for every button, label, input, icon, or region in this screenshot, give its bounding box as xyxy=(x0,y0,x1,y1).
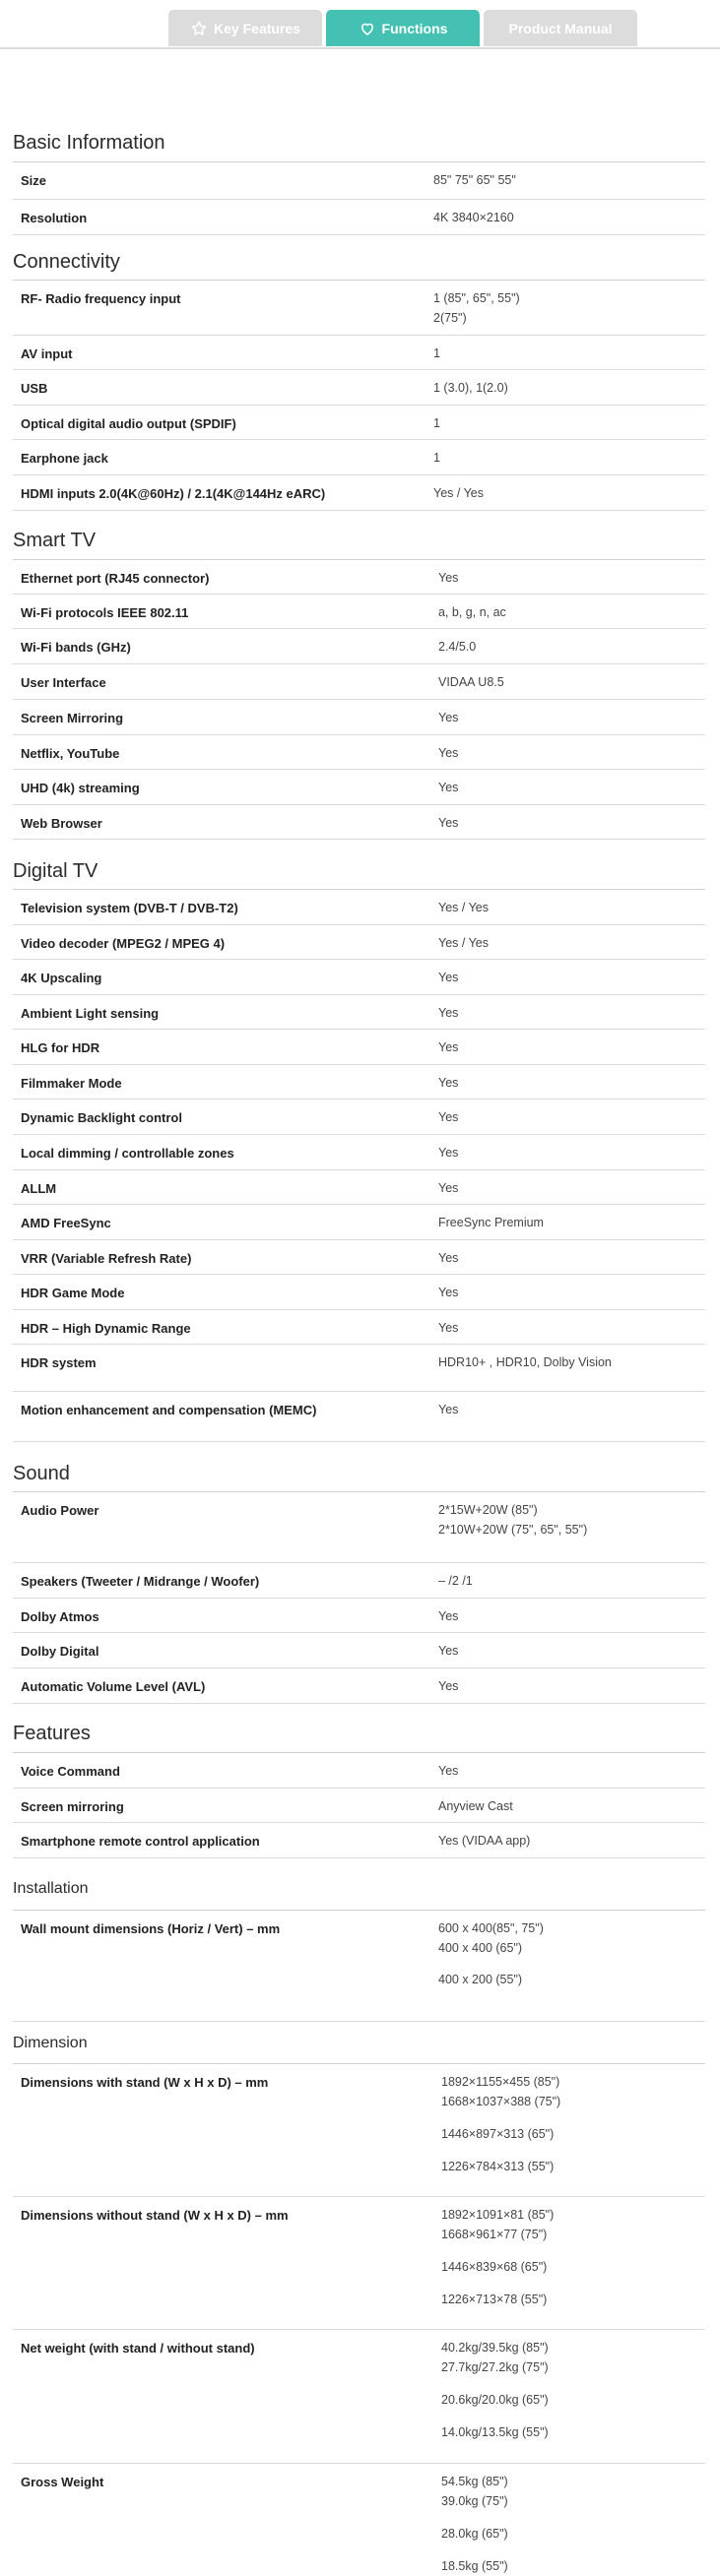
spec-value-line: 40.2kg/39.5kg (85") xyxy=(441,2341,549,2355)
spec-value-line: 1 (85", 65", 55") xyxy=(433,291,520,305)
spec-value-line: 600 x 400(85", 75") xyxy=(438,1921,544,1935)
spec-label: Netflix, YouTube xyxy=(21,746,120,761)
spec-value xyxy=(438,708,458,727)
spec-label: Ethernet port (RJ45 connector) xyxy=(21,571,210,586)
spec-value-line: 1226×713×78 (55") xyxy=(441,2293,548,2306)
spec-label: Net weight (with stand / without stand) xyxy=(21,2341,255,2356)
spec-value xyxy=(438,898,489,917)
row-divider xyxy=(13,699,705,700)
spec-value-line: 54.5kg (85") xyxy=(441,2475,508,2488)
spec-value-line: Yes xyxy=(438,971,459,984)
spec-value-line: VIDAA U8.5 xyxy=(438,675,504,689)
spec-value xyxy=(438,1037,458,1057)
spec-value-line: Yes xyxy=(438,1644,459,1658)
section-divider xyxy=(13,161,705,162)
section-divider xyxy=(13,2063,705,2064)
spec-label: HDMI inputs 2.0(4K@60Hz) / 2.1(4K@144Hz eARC) xyxy=(21,486,326,501)
spec-value-line: 85" 75" 65" 55" xyxy=(433,173,516,187)
row-divider xyxy=(13,1029,705,1030)
spec-value-line: Yes xyxy=(438,1764,459,1778)
spec-value xyxy=(438,778,458,797)
spec-value-line: Yes xyxy=(438,1146,459,1160)
spec-label: HDR – High Dynamic Range xyxy=(21,1321,191,1336)
spec-label: Gross Weight xyxy=(21,2475,104,2489)
section-title-features: Features xyxy=(13,1723,91,1744)
spec-value-line: Yes xyxy=(438,781,459,794)
tabs-bar xyxy=(0,0,720,49)
spec-value-line: 2.4/5.0 xyxy=(438,640,477,654)
spec-value-line: Yes xyxy=(438,1251,459,1265)
spec-value-line: 1668×1037×388 (75") xyxy=(441,2095,561,2108)
spec-value xyxy=(438,1641,458,1661)
row-divider xyxy=(13,1064,705,1065)
row-divider xyxy=(13,839,705,840)
spec-value-line: Yes xyxy=(438,1110,459,1124)
spec-value xyxy=(438,1761,458,1781)
spec-value xyxy=(433,413,440,433)
section-divider xyxy=(13,1491,705,1492)
spec-label: HDR system xyxy=(21,1355,97,1370)
row-divider xyxy=(13,1562,705,1563)
section-title-sound: Sound xyxy=(13,1463,70,1484)
spec-value xyxy=(438,1318,458,1338)
spec-value xyxy=(438,1606,458,1626)
spec-value-line: 18.5kg (55") xyxy=(441,2559,508,2573)
spec-value-line: Yes / Yes xyxy=(438,901,489,914)
spec-value-line: 2*10W+20W (75", 65", 55") xyxy=(438,1523,588,1537)
spec-value xyxy=(438,1283,458,1302)
spec-value xyxy=(433,208,514,227)
heart-icon xyxy=(359,20,376,37)
spec-label: Audio Power xyxy=(21,1503,99,1518)
spec-value xyxy=(438,1248,458,1268)
spec-label: Dolby Atmos xyxy=(21,1609,99,1624)
spec-value xyxy=(433,344,440,363)
section-title-smart-tv: Smart TV xyxy=(13,530,97,551)
row-divider xyxy=(13,1632,705,1633)
spec-value-line: 400 x 200 (55") xyxy=(438,1973,523,1986)
spec-label: Wall mount dimensions (Horiz / Vert) – mm xyxy=(21,1921,281,1936)
section-title-dimension: Dimension xyxy=(13,2035,88,2051)
spec-label: Dolby Digital xyxy=(21,1644,99,1659)
spec-label: HDR Game Mode xyxy=(21,1286,125,1300)
spec-value-line: Yes xyxy=(438,711,459,724)
spec-value xyxy=(438,968,458,987)
spec-value xyxy=(438,1831,530,1851)
spec-label: HLG for HDR xyxy=(21,1040,100,1055)
spec-label: VRR (Variable Refresh Rate) xyxy=(21,1251,192,1266)
row-divider xyxy=(13,405,705,406)
spec-value-line: 1 xyxy=(433,416,440,430)
row-divider xyxy=(13,234,705,235)
row-divider xyxy=(13,594,705,595)
row-divider xyxy=(13,1391,705,1392)
spec-value xyxy=(438,1107,458,1127)
spec-value xyxy=(438,1571,473,1591)
spec-value-line: Yes xyxy=(438,1679,459,1693)
spec-value-line: Yes xyxy=(438,1181,459,1195)
spec-value xyxy=(438,933,489,953)
spec-value xyxy=(438,1676,458,1696)
spec-label: Filmmaker Mode xyxy=(21,1076,122,1091)
spec-label: UHD (4k) streaming xyxy=(21,781,140,795)
row-divider xyxy=(13,369,705,370)
spec-label: Resolution xyxy=(21,211,88,225)
spec-value-line: Yes xyxy=(438,1006,459,1020)
spec-value-line: 1226×784×313 (55") xyxy=(441,2160,555,2173)
star-icon xyxy=(190,20,208,37)
row-divider xyxy=(13,1598,705,1599)
spec-value xyxy=(438,1400,458,1419)
row-divider xyxy=(13,1169,705,1170)
spec-label: Wi-Fi bands (GHz) xyxy=(21,640,131,655)
section-title-digital-tv: Digital TV xyxy=(13,860,98,882)
row-divider xyxy=(13,2021,705,2022)
spec-value-line: Yes / Yes xyxy=(438,936,489,950)
spec-label: Ambient Light sensing xyxy=(21,1006,160,1021)
spec-label: Local dimming / controllable zones xyxy=(21,1146,234,1161)
spec-label: Video decoder (MPEG2 / MPEG 4) xyxy=(21,936,226,951)
spec-label: ALLM xyxy=(21,1181,57,1196)
spec-value-line: Yes xyxy=(438,1076,459,1090)
spec-value-line: Yes (VIDAA app) xyxy=(438,1834,531,1848)
row-divider xyxy=(13,199,705,200)
section-title-installation: Installation xyxy=(13,1880,89,1897)
spec-label: Smartphone remote control application xyxy=(21,1834,260,1849)
tab-product-manual[interactable] xyxy=(484,10,637,46)
spec-value-line: Yes xyxy=(438,1403,459,1416)
spec-value-line: Yes xyxy=(438,1286,459,1299)
spec-value xyxy=(438,1143,458,1162)
spec-label: Optical digital audio output (SPDIF) xyxy=(21,416,236,431)
row-divider xyxy=(13,734,705,735)
row-divider xyxy=(13,1822,705,1823)
spec-value xyxy=(438,1352,612,1372)
spec-value-line: 39.0kg (75") xyxy=(441,2494,508,2508)
spec-value xyxy=(438,637,476,657)
row-divider xyxy=(13,994,705,995)
row-divider xyxy=(13,1274,705,1275)
spec-value xyxy=(438,1073,458,1093)
row-divider xyxy=(13,1344,705,1345)
row-divider xyxy=(13,1667,705,1668)
row-divider xyxy=(13,1441,705,1442)
spec-label: Speakers (Tweeter / Midrange / Woofer) xyxy=(21,1574,260,1589)
spec-value xyxy=(433,288,520,328)
spec-label: Automatic Volume Level (AVL) xyxy=(21,1679,206,1694)
row-divider xyxy=(13,1099,705,1100)
spec-value-line: Yes xyxy=(438,746,459,760)
spec-value xyxy=(438,1178,458,1198)
spec-label: USB xyxy=(21,381,48,396)
tab-key-features-label: Key Features xyxy=(214,20,300,36)
spec-value-line: Anyview Cast xyxy=(438,1799,513,1813)
spec-value-line: 1446×897×313 (65") xyxy=(441,2127,555,2141)
row-divider xyxy=(13,1703,705,1704)
spec-value xyxy=(438,568,458,588)
spec-value xyxy=(438,743,458,763)
row-divider xyxy=(13,769,705,770)
spec-value-line: 2*15W+20W (85") xyxy=(438,1503,538,1517)
spec-value-line: Yes xyxy=(438,1609,459,1623)
spec-label: Motion enhancement and compensation (MEMC) xyxy=(21,1403,317,1417)
spec-label: Dimensions with stand (W x H x D) – mm xyxy=(21,2075,269,2090)
row-divider xyxy=(13,510,705,511)
section-divider xyxy=(13,280,705,281)
section-divider xyxy=(13,1910,705,1911)
spec-value xyxy=(433,170,516,190)
spec-label: AMD FreeSync xyxy=(21,1216,111,1230)
row-divider xyxy=(13,2329,705,2330)
spec-value-line: HDR10+ , HDR10, Dolby Vision xyxy=(438,1355,612,1369)
spec-value-line: – /2 /1 xyxy=(438,1574,473,1588)
spec-value xyxy=(433,448,440,468)
spec-value-line: 27.7kg/27.2kg (75") xyxy=(441,2360,549,2374)
row-divider xyxy=(13,1204,705,1205)
spec-label: Web Browser xyxy=(21,816,102,831)
row-divider xyxy=(13,663,705,664)
spec-value-line: 4K 3840×2160 xyxy=(433,211,514,224)
spec-label: AV input xyxy=(21,346,73,361)
spec-label: Voice Command xyxy=(21,1764,120,1779)
spec-value-line: 20.6kg/20.0kg (65") xyxy=(441,2393,549,2407)
row-divider xyxy=(13,1857,705,1858)
spec-label: Screen mirroring xyxy=(21,1799,124,1814)
row-divider xyxy=(13,1239,705,1240)
spec-value-line: 28.0kg (65") xyxy=(441,2527,508,2541)
spec-value xyxy=(438,1213,544,1232)
spec-value xyxy=(438,672,504,692)
spec-label: 4K Upscaling xyxy=(21,971,102,985)
spec-value-line: 1892×1091×81 (85") xyxy=(441,2208,555,2222)
spec-label: Earphone jack xyxy=(21,451,108,466)
row-divider xyxy=(13,474,705,475)
spec-label: Wi-Fi protocols IEEE 802.11 xyxy=(21,605,189,620)
spec-label: User Interface xyxy=(21,675,106,690)
spec-value-line: Yes xyxy=(438,816,459,830)
spec-value-line: Yes xyxy=(438,1321,459,1335)
row-divider xyxy=(13,628,705,629)
tab-functions[interactable] xyxy=(326,10,480,46)
spec-value xyxy=(438,1500,587,1539)
section-title-basic-information: Basic Information xyxy=(13,132,165,154)
tab-key-features[interactable] xyxy=(168,10,322,46)
spec-value-line: Yes xyxy=(438,571,459,585)
spec-value-line: 2(75") xyxy=(433,311,467,325)
row-divider xyxy=(13,439,705,440)
spec-value xyxy=(438,1003,458,1023)
section-divider xyxy=(13,889,705,890)
spec-value xyxy=(438,1796,513,1816)
tab-functions-label: Functions xyxy=(381,20,448,36)
spec-value-line: 14.0kg/13.5kg (55") xyxy=(441,2425,549,2439)
row-divider xyxy=(13,804,705,805)
spec-value-line: 1892×1155×455 (85") xyxy=(441,2075,560,2089)
spec-value-line: 1668×961×77 (75") xyxy=(441,2228,548,2241)
spec-value-line: 1 (3.0), 1(2.0) xyxy=(433,381,508,395)
spec-label: Television system (DVB-T / DVB-T2) xyxy=(21,901,238,915)
spec-value xyxy=(433,483,484,503)
spec-value-line: 400 x 400 (65") xyxy=(438,1941,523,1955)
spec-value-line: a, b, g, n, ac xyxy=(438,605,506,619)
section-title-connectivity: Connectivity xyxy=(13,251,120,273)
spec-value-line: 1 xyxy=(433,451,440,465)
row-divider xyxy=(13,1309,705,1310)
spec-value xyxy=(433,378,508,398)
spec-value-line: 1446×839×68 (65") xyxy=(441,2260,548,2274)
row-divider xyxy=(13,335,705,336)
spec-value-line: FreeSync Premium xyxy=(438,1216,544,1229)
spec-label: Size xyxy=(21,173,47,188)
section-divider xyxy=(13,559,705,560)
spec-value xyxy=(438,813,458,833)
spec-label: Dynamic Backlight control xyxy=(21,1110,182,1125)
row-divider xyxy=(13,1134,705,1135)
spec-value-line: Yes / Yes xyxy=(433,486,484,500)
spec-label: Dimensions without stand (W x H x D) – mm xyxy=(21,2208,289,2223)
row-divider xyxy=(13,2463,705,2464)
spec-value xyxy=(438,602,506,622)
row-divider xyxy=(13,2196,705,2197)
tab-list xyxy=(168,10,641,46)
spec-label: Screen Mirroring xyxy=(21,711,124,725)
section-divider xyxy=(13,1752,705,1753)
spec-value-line: Yes xyxy=(438,1040,459,1054)
row-divider xyxy=(13,924,705,925)
tab-product-manual-label: Product Manual xyxy=(508,20,613,36)
spec-label: RF- Radio frequency input xyxy=(21,291,181,306)
spec-value-line: 1 xyxy=(433,346,440,360)
row-divider xyxy=(13,1788,705,1789)
row-divider xyxy=(13,959,705,960)
